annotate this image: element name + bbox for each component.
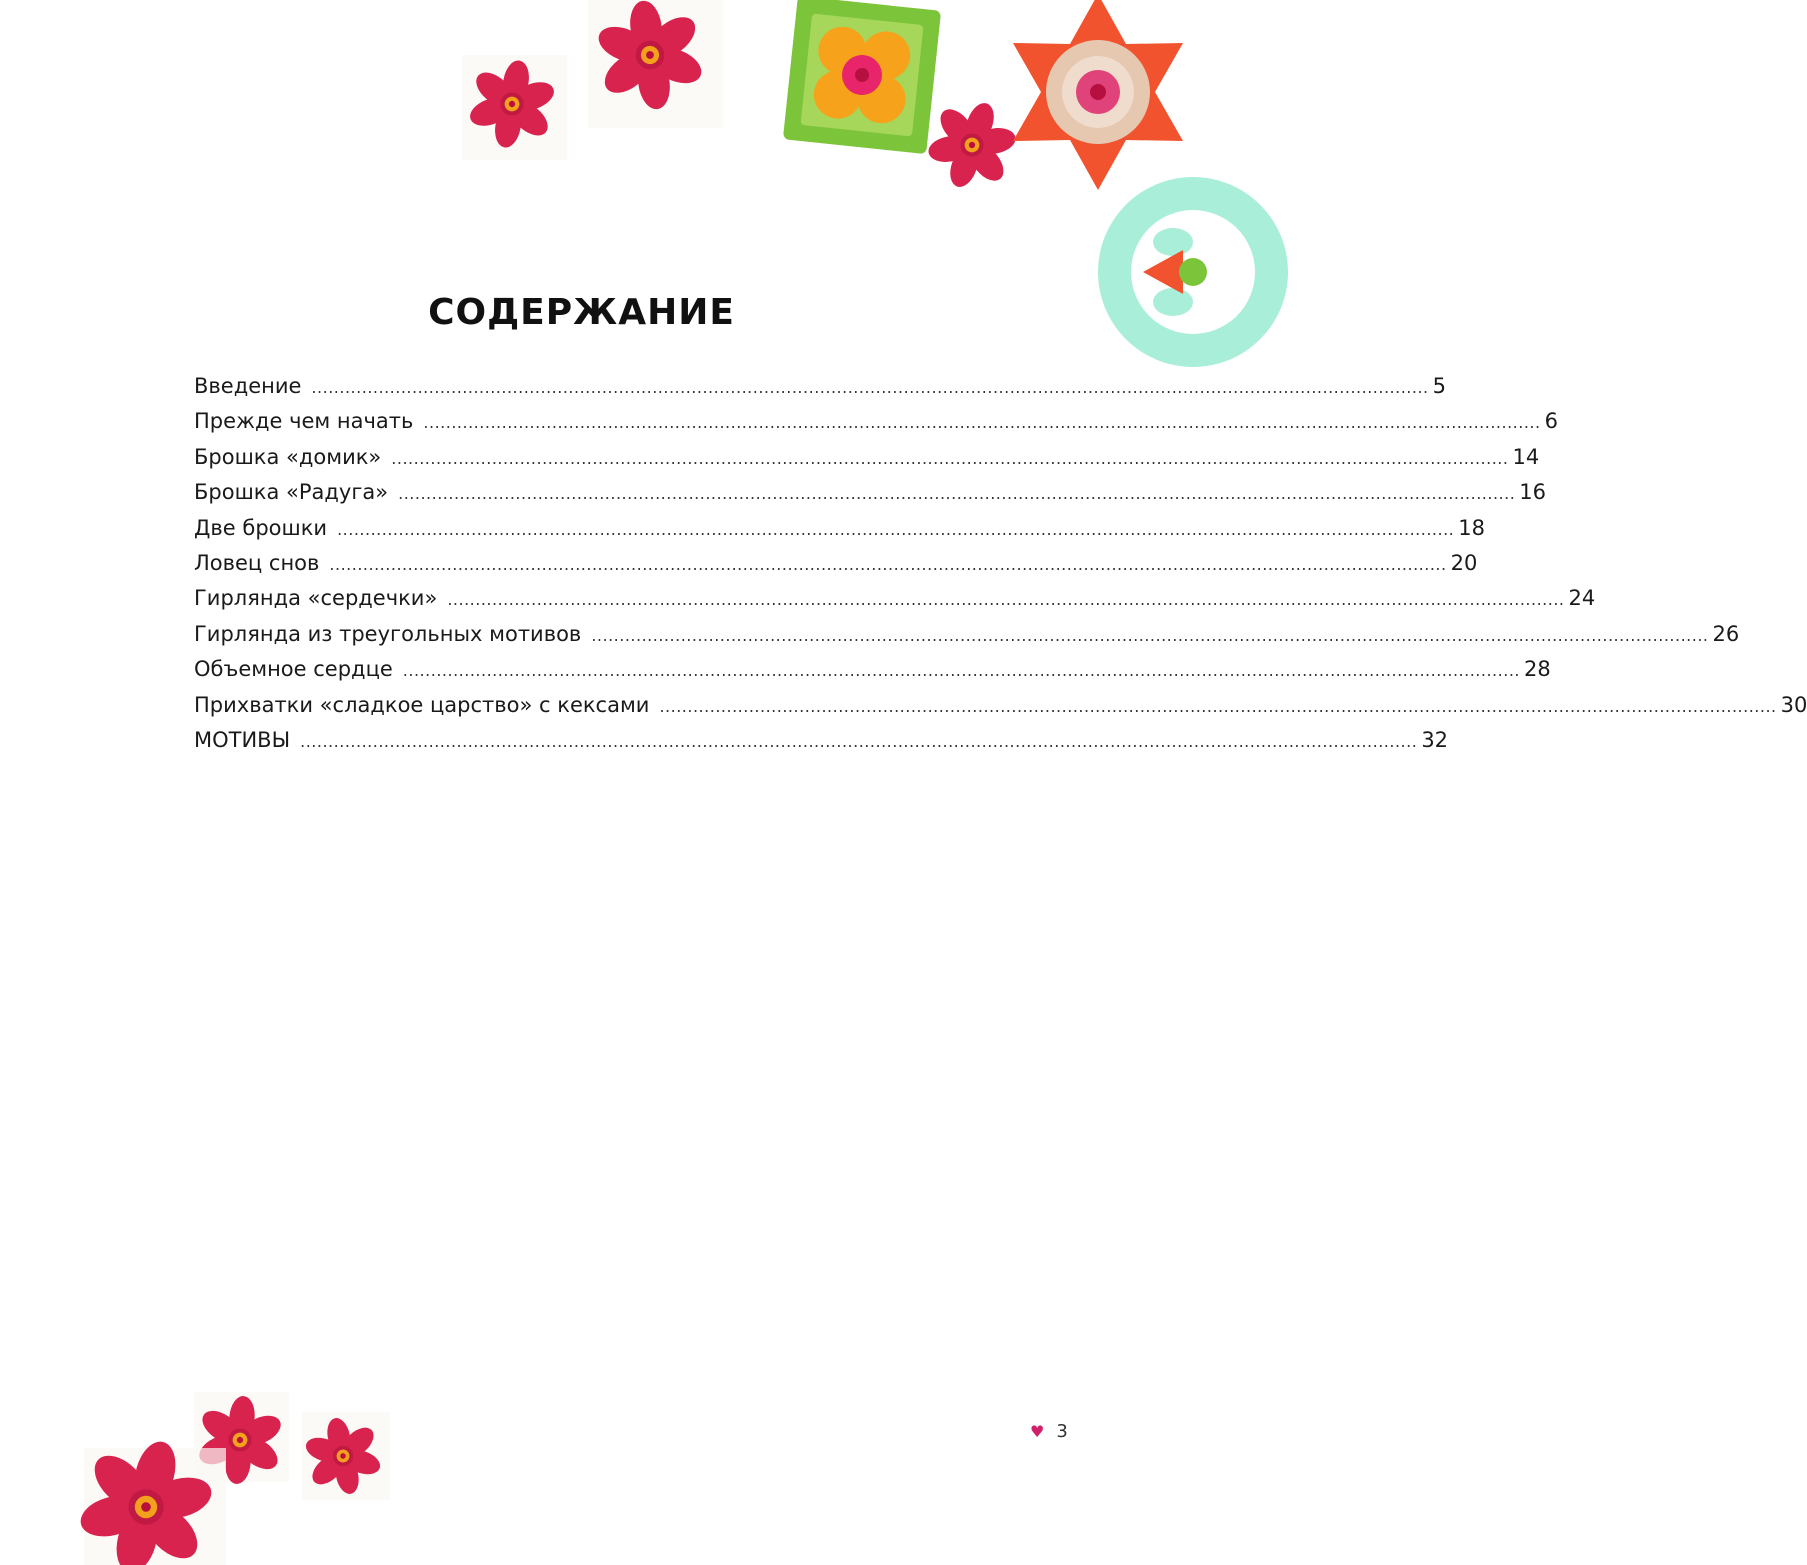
dot-leader: ........................................................................................................................................................................................................ [300, 731, 1418, 751]
toc-entry-page: 28 [1523, 657, 1551, 682]
crochet-flower-icon [63, 1425, 229, 1565]
toc-entry[interactable] [194, 727, 1449, 763]
toc-entry-title: Брошка «Радуга» [194, 480, 389, 505]
toc-entry-title: Гирлянда «сердечки» [194, 586, 438, 611]
toc-entry-title: Брошка «домик» [194, 444, 382, 469]
toc-entry[interactable] [194, 444, 1540, 480]
crochet-flower-icon [192, 1392, 288, 1488]
crochet-star-motif-icon [1013, 0, 1183, 190]
dot-leader: ........................................................................................................................................................................................................ [391, 448, 1509, 468]
toc-entry-page: 14 [1512, 444, 1540, 469]
heart-icon: ♥ [1030, 1422, 1045, 1441]
toc-entry-page: 6 [1544, 409, 1558, 434]
toc-entry[interactable] [194, 586, 1596, 621]
toc-entry[interactable] [194, 692, 1807, 728]
dot-leader: ........................................................................................................................................................................................................ [402, 661, 1520, 681]
dot-leader: ........................................................................................................................................................................................................ [591, 625, 1709, 645]
toc-entry-page: 26 [1712, 621, 1740, 646]
toc-entry-page: 32 [1421, 727, 1449, 752]
toc-entry[interactable] [194, 621, 1740, 657]
dot-leader: ........................................................................................................................................................................................................ [329, 554, 1447, 574]
toc-entry-title: Гирлянда из треугольных мотивов [194, 621, 582, 646]
toc-entry-page: 30 [1780, 692, 1807, 717]
toc-entry-page: 24 [1568, 586, 1596, 611]
toc-entry-title: Введение [194, 374, 302, 398]
toc-entry[interactable] [194, 374, 1447, 409]
toc-entry[interactable] [194, 480, 1547, 515]
toc-entry-title: Прежде чем начать [194, 409, 414, 434]
page-title: СОДЕРЖАНИЕ [428, 292, 735, 334]
toc-entry-title: Объемное сердце [194, 657, 393, 682]
toc-entry[interactable] [194, 515, 1485, 551]
toc-entry-page: 20 [1450, 550, 1478, 575]
toc-entry-page: 5 [1432, 374, 1447, 398]
toc-entry-title: Ловец снов [194, 550, 320, 575]
dot-leader: ........................................................................................................................................................................................................ [423, 413, 1541, 433]
crochet-flower-icon [297, 1410, 389, 1502]
crochet-flower-icon [588, 0, 712, 117]
toc-entry-page: 16 [1519, 480, 1547, 505]
toc-entry-title: Две брошки [194, 515, 328, 540]
toc-entry-title: Прихватки «сладкое царство» с кексами [194, 692, 650, 717]
page-footer [1030, 1421, 1068, 1442]
dot-leader: ........................................................................................................................................................................................................ [659, 696, 1777, 716]
toc-entry[interactable] [194, 657, 1551, 692]
dot-leader: ........................................................................................................................................................................................................ [447, 590, 1565, 610]
toc-entry[interactable] [194, 409, 1558, 444]
dot-leader: ........................................................................................................................................................................................................ [337, 519, 1455, 539]
dot-leader: ........................................................................................................................................................................................................ [311, 378, 1429, 397]
crochet-granny-square-icon [783, 0, 941, 154]
dot-leader: ........................................................................................................................................................................................................ [398, 484, 1516, 504]
crochet-mint-motif-icon [1098, 177, 1288, 367]
table-of-contents [194, 374, 1807, 763]
toc-entry-page: 18 [1458, 515, 1485, 540]
page-number: 3 [1056, 1421, 1068, 1442]
toc-entry[interactable] [194, 550, 1478, 586]
toc-entry-title: МОТИВЫ [194, 727, 291, 752]
crochet-flower-icon [461, 53, 564, 155]
crochet-flower-icon [915, 88, 1029, 201]
